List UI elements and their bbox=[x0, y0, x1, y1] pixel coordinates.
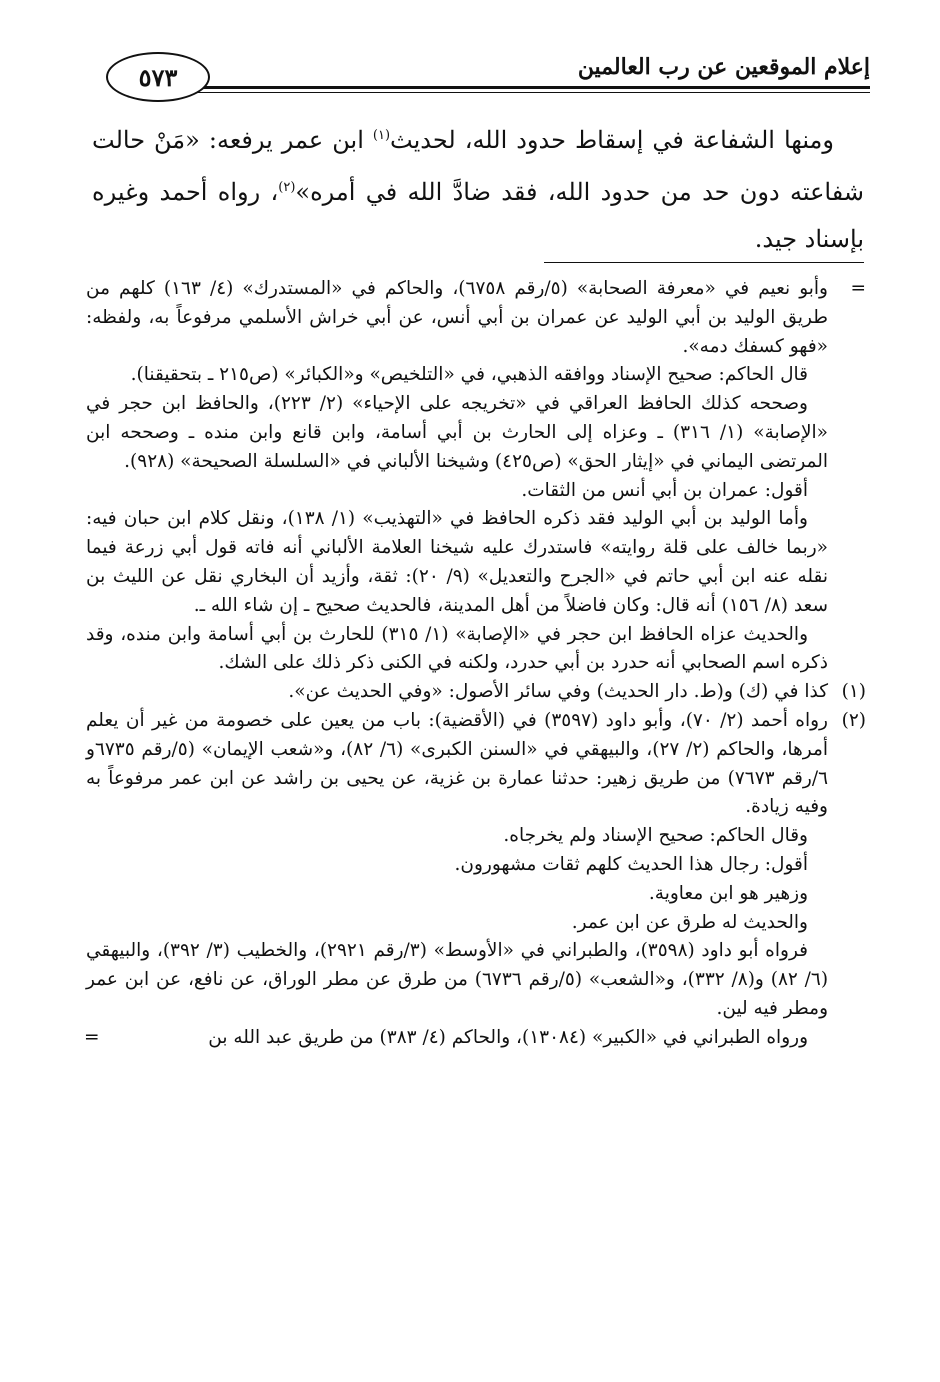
main-paragraph bbox=[92, 112, 864, 263]
footnote-ref-1: (١) bbox=[372, 128, 391, 143]
footnote-separator bbox=[544, 262, 864, 263]
main-text-part: ومنها الشفاعة في إسقاط حدود الله، لحديث bbox=[390, 126, 835, 154]
main-text bbox=[92, 112, 864, 263]
footnote-paragraph: وأما الوليد بن أبي الوليد فقد ذكره الحافظ في «التهذيب» (١/ ١٣٨)، ونقل كلام ابن حبان فيه: «ربما خالف على قلة روايته» فاستدرك عليه شيخنا العلامة الألباني أنه فاته قول أبي زرعة فيما نقله عنه ابن أبي حاتم في «الجرح والتعديل» (٩/ ٢٠): ثقة، وأزيد أن البخاري نقل عن الليث بن سعد (٨/ ١٥٦) أنه قال: وكان فاضلاً من أهل المدينة، فالحديث صحيح ـ إن شاء الله ـ. bbox=[86, 508, 828, 616]
running-title: إعلام الموقعين عن رب العالمين bbox=[577, 54, 870, 80]
footnote-last-line bbox=[86, 1024, 866, 1053]
footnote-2 bbox=[86, 707, 866, 822]
continuation-mark: = bbox=[850, 278, 866, 299]
footnote-text: كذا في (ك) و(ط. دار الحديث) وفي سائر الأصول: «وفي الحديث عن». bbox=[288, 681, 828, 703]
footnote-paragraph: والحديث له طرق عن ابن عمر. bbox=[571, 911, 808, 933]
footnote-1 bbox=[86, 678, 866, 707]
continuation-mark-end: = bbox=[84, 1026, 100, 1048]
footnote-text: رواه أحمد (٢/ ٧٠)، وأبو داود (٣٥٩٧) في (الأقضية): باب من يعين على خصومة من غير أن يعلم أمرها، والحاكم (٢/ ٢٧)، والبيهقي في «السنن الكبرى» (٦/ ٨٢)، و«شعب الإيمان» (٥/رقم ٦٧٣٥و ٦/رقم ٧٦٧٣) من طريق زهير: حدثنا عمارة بن غزية، عن يحيى بن راشد عن ابن عمر مرفوعاً به وفيه زيادة. bbox=[86, 709, 829, 818]
footnotes bbox=[86, 275, 866, 1053]
footnote-paragraph: قال الحاكم: صحيح الإسناد ووافقه الذهبي، في «التلخيص» و«الكبائر» (ص٢١٥ ـ بتحقيقنا). bbox=[130, 364, 808, 386]
footnote-ref-2: (٢) bbox=[278, 180, 296, 195]
footnote-paragraph: والحديث عزاه الحافظ ابن حجر في «الإصابة» (١/ ٣١٥) للحارث بن أبي أسامة وابن منده، وقد ذكره اسم الصحابي أنه حدرد بن أبي حدرد، ولكنه في الكنى ذكر ذلك على الشك. bbox=[86, 623, 828, 674]
footnote-paragraph: وزهير هو ابن معاوية. bbox=[648, 882, 808, 904]
footnote-paragraph: فرواه أبو داود (٣٥٩٨)، والطبراني في «الأوسط» (٣/رقم ٢٩٢١)، والخطيب (٣/ ٣٩٢)، والبيهقي (٦/ ٨٢) و(٨/ ٣٣٢)، و«الشعب» (٥/رقم ٦٧٣٦) من طرق عن مطر الوراق، عن نافع، عن ابن عمر ومطر فيه لين. bbox=[86, 940, 829, 1019]
footnote-continued bbox=[86, 275, 866, 361]
footnote-paragraph: وأبو نعيم في «معرفة الصحابة» (٥/رقم ٦٧٥٨)، والحاكم في «المستدرك» (٤/ ١٦٣) كلهم من طريق الوليد بن أبي الوليد عن عمران بن أبي أنس، عن أبي خراش الأسلمي مرفوعاً به، ولفظه: «فهو كسفك دمه». bbox=[86, 278, 828, 357]
footnote-number: (٢) bbox=[841, 709, 866, 731]
footnote-paragraph: وقال الحاكم: صحيح الإسناد ولم يخرجاه. bbox=[503, 825, 808, 847]
page-number: ٥٧٣ bbox=[138, 62, 178, 92]
header-rule-thin bbox=[188, 92, 870, 93]
footnote-number: (١) bbox=[841, 681, 866, 703]
footnote-paragraph: وصححه كذلك الحافظ العراقي في «تخريجه على الإحياء» (٢/ ٢٢٣)، والحافظ ابن حجر في «الإصابة» (١/ ٣١٦) ـ وعزاه إلى الحارث بن أبي أسامة، وابن قانع وابن منده ـ وصححه ابن المرتضى اليماني في «إيثار الحق» (ص٤٢٥) وشيخنا الألباني في «السلسلة الصحيحة» (٩٢٨). bbox=[86, 393, 828, 472]
page-header bbox=[88, 44, 870, 106]
header-rule bbox=[188, 86, 870, 89]
main-text-part: ، رواه أحمد وغيره بإسناد جيد. bbox=[92, 178, 864, 253]
footnote-paragraph: أقول: عمران بن أبي أنس من الثقات. bbox=[521, 479, 808, 501]
footnote-paragraph: ورواه الطبراني في «الكبير» (١٣٠٨٤)، والحاكم (٤/ ٣٨٣) من طريق عبد الله بن bbox=[208, 1026, 808, 1048]
page-number-oval bbox=[106, 52, 210, 102]
footnote-paragraph: أقول: رجال هذا الحديث كلهم ثقات مشهورون. bbox=[454, 853, 808, 875]
main-text-part: ابن عمر يرفعه: «مَنْ حالت شفاعته دون حد من حدود الله، فقد ضادَّ الله في أمره» bbox=[92, 126, 864, 206]
